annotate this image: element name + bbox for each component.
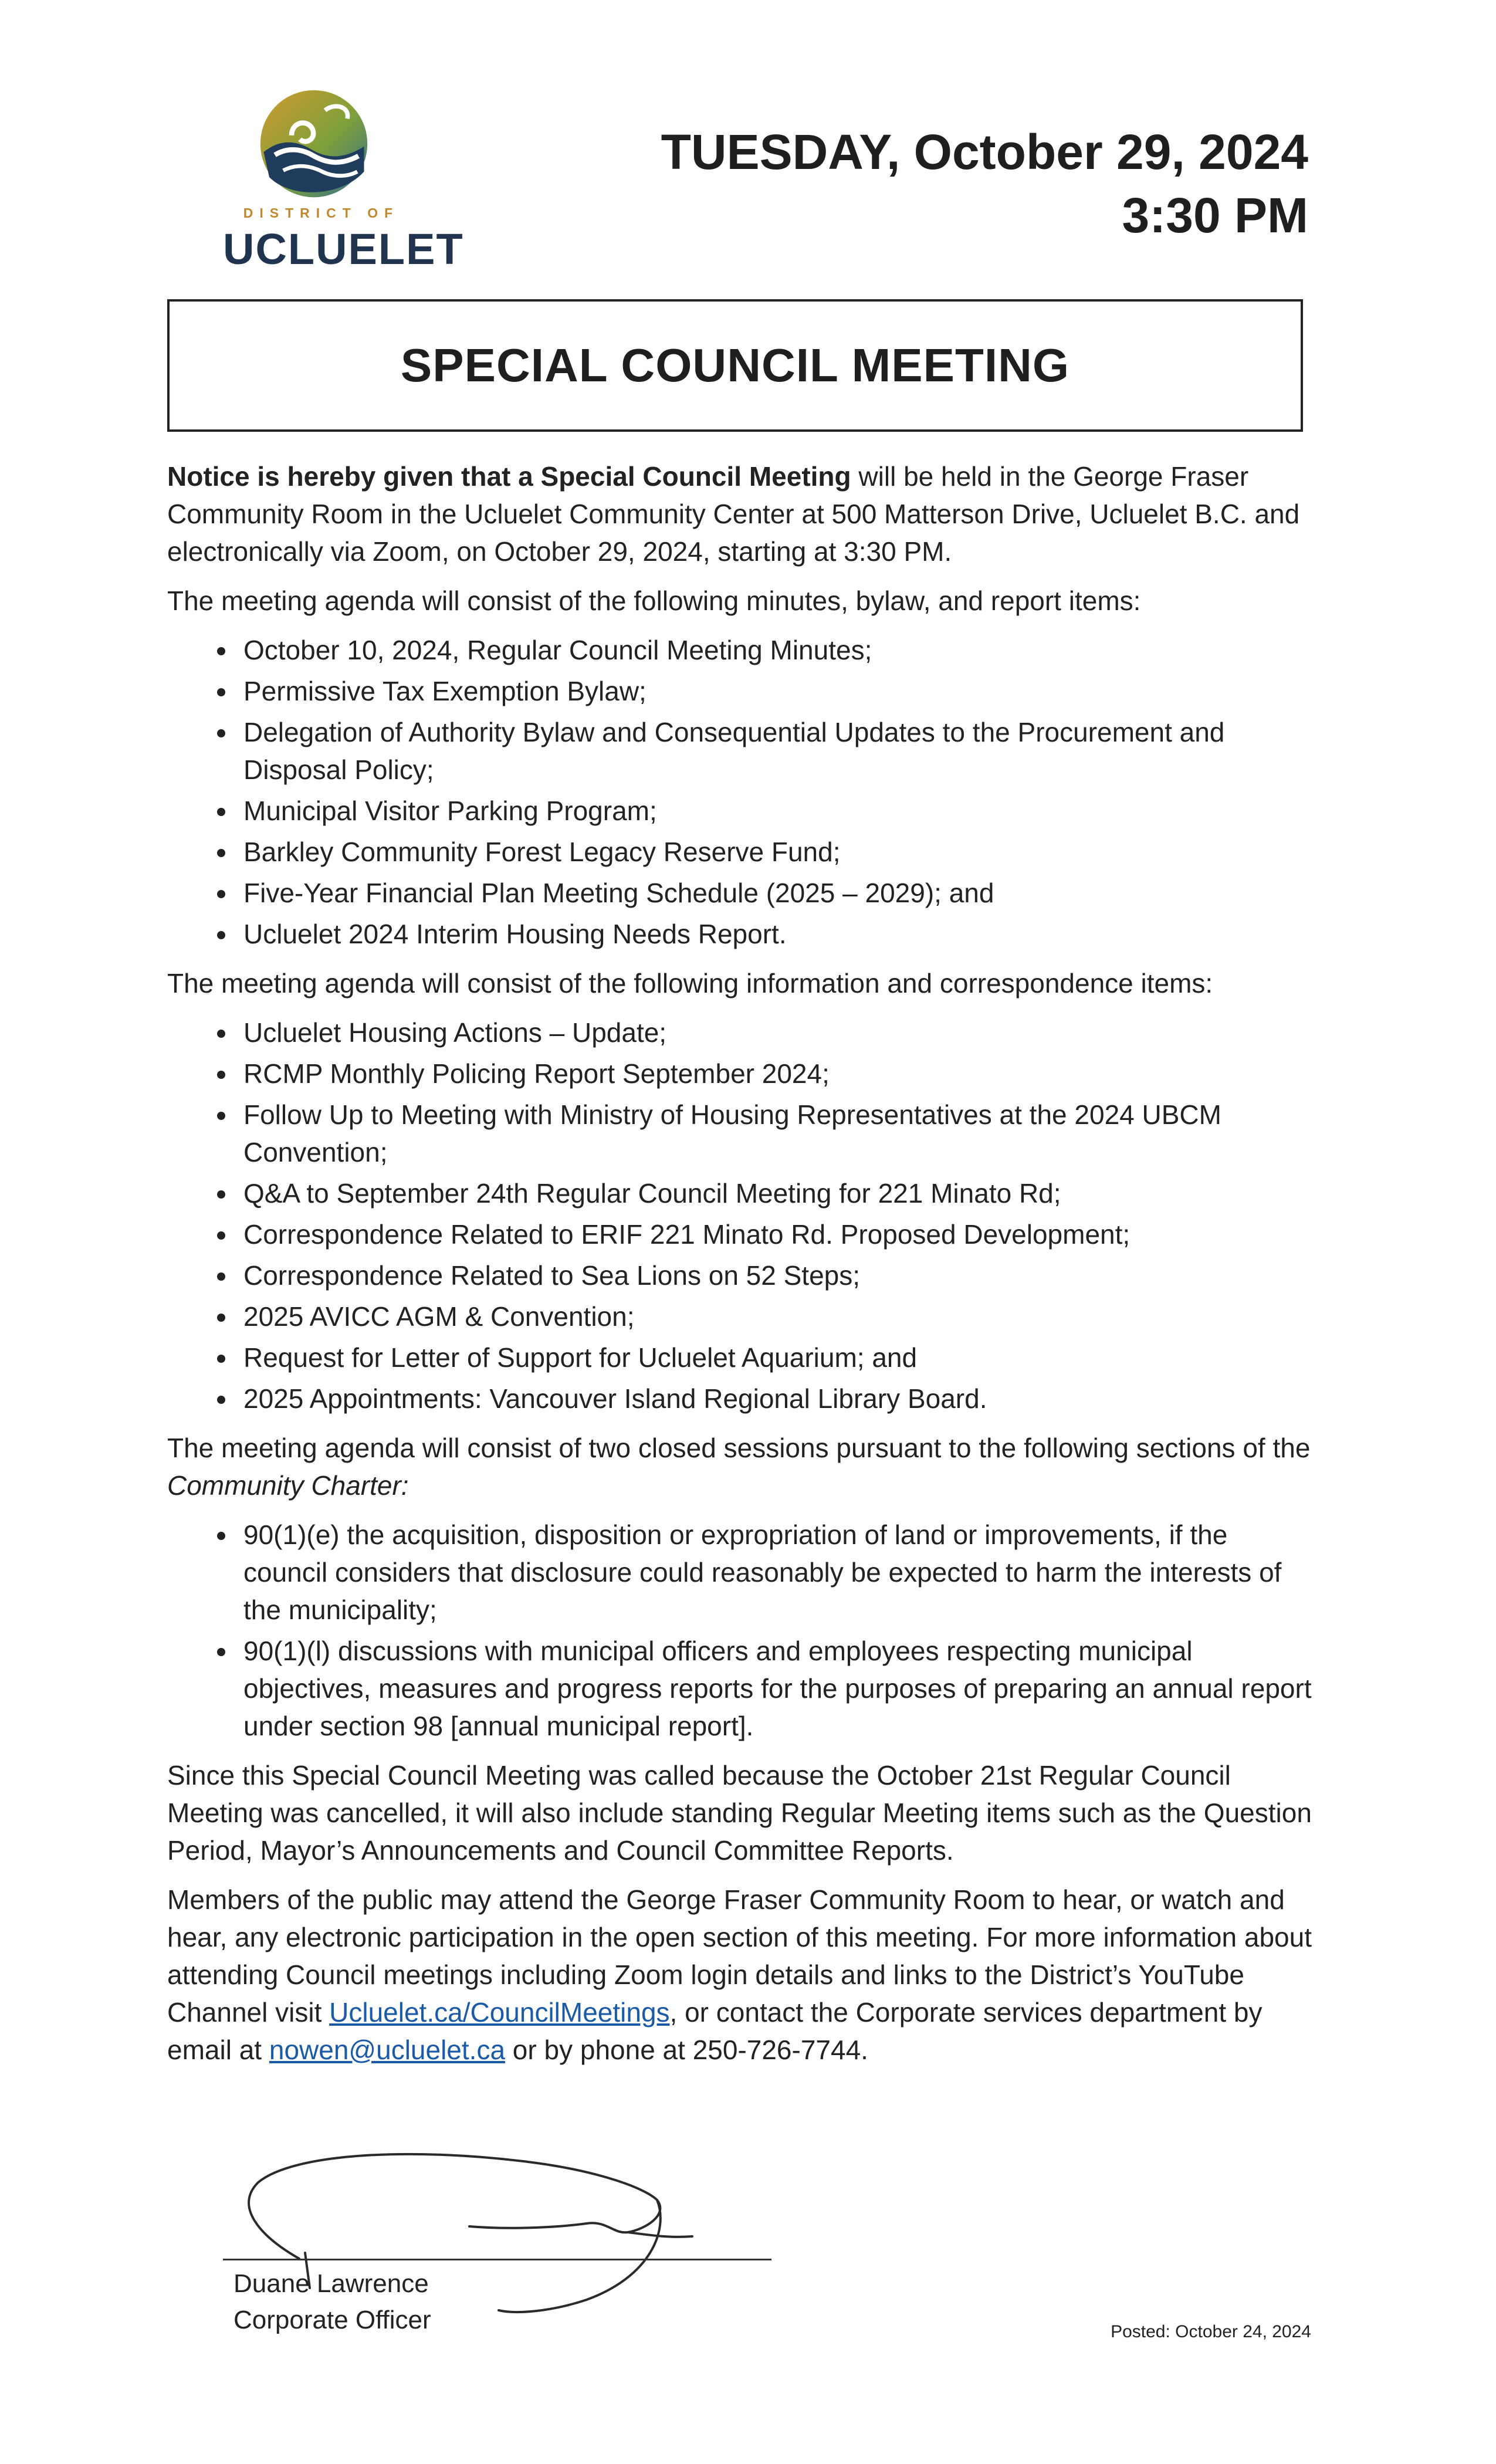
public-info: [167, 1881, 1317, 2069]
list-item: • 2025 AVICC AGM & Convention;: [238, 1298, 1317, 1335]
posted-date: Posted: October 24, 2024: [1111, 2322, 1311, 2341]
list-item: • Correspondence Related to ERIF 221 Minato Rd. Proposed Development;: [238, 1216, 1317, 1253]
list-item: • Five-Year Financial Plan Meeting Schedule (2025 – 2029); and: [238, 874, 1317, 912]
public-info-text-2: , or contact the Corporate services department by email at: [167, 1997, 1263, 2065]
page-title: SPECIAL COUNCIL MEETING: [400, 339, 1070, 391]
agenda-intro-2: The meeting agenda will consist of the following information and correspondence items:: [167, 968, 1213, 999]
special-note: Since this Special Council Meeting was called because the October 21st Regular Council Meeting was cancelled, it will also include standing Regular Meeting items such as the Question Period, Mayor’s Announcements and Council Committee Reports.: [167, 1760, 1312, 1866]
list-item: • October 10, 2024, Regular Council Meeting Minutes;: [238, 631, 1317, 669]
logo-subtitle: DISTRICT OF: [243, 205, 400, 221]
closed-intro-text: The meeting agenda will consist of two closed sessions pursuant to the following sections of the: [167, 1433, 1311, 1463]
list-item: • 90(1)(e) the acquisition, disposition or expropriation of land or improvements, if the council considers that disclosure could reasonably be expected to harm the interests of the municipality;: [238, 1516, 1317, 1629]
agenda-list-2: [167, 1014, 1317, 1417]
meeting-time: 3:30 PM: [1122, 188, 1308, 243]
list-item: • Delegation of Authority Bylaw and Consequential Updates to the Procurement and Disposal Policy;: [238, 713, 1317, 788]
district-logo: [223, 88, 464, 276]
list-item: • RCMP Monthly Policing Report September 2024;: [238, 1055, 1317, 1092]
meeting-datetime: [661, 120, 1308, 247]
list-item: • 90(1)(l) discussions with municipal officers and employees respecting municipal objectives, measures and progress reports for the purposes of preparing an annual report under section 98 [annual municipal report].: [238, 1632, 1317, 1745]
signatory: [233, 2266, 431, 2338]
title-box: [167, 299, 1303, 432]
closed-session-list: [167, 1516, 1317, 1745]
agenda-intro-1: The meeting agenda will consist of the following minutes, bylaw, and report items:: [167, 585, 1141, 616]
list-item: • Municipal Visitor Parking Program;: [238, 792, 1317, 830]
community-charter-ref: Community Charter:: [167, 1470, 409, 1501]
ucluelet-logo-icon: [258, 88, 370, 199]
signatory-role: Corporate Officer: [233, 2306, 431, 2334]
notice-body: [167, 458, 1317, 2080]
agenda-list-1: [167, 631, 1317, 953]
list-item: • Ucluelet 2024 Interim Housing Needs Report.: [238, 915, 1317, 953]
notice-text: will be held in the George Fraser Community Room in the Ucluelet Community Center at 500 Matterson Drive, Ucluelet B.C. and electronically via Zoom, on October 29, 2024, starting at 3:30 PM.: [167, 461, 1300, 567]
notice-lead: Notice is hereby given that a Special Council Meeting: [167, 461, 851, 492]
closed-session-intro: [167, 1429, 1317, 1504]
signature-line: [223, 2259, 771, 2260]
list-item: • 2025 Appointments: Vancouver Island Regional Library Board.: [238, 1380, 1317, 1417]
notice-paragraph: [167, 458, 1317, 570]
logo-name: UCLUELET: [223, 225, 464, 273]
list-item: • Permissive Tax Exemption Bylaw;: [238, 672, 1317, 710]
list-item: • Q&A to September 24th Regular Council Meeting for 221 Minato Rd;: [238, 1175, 1317, 1212]
list-item: • Follow Up to Meeting with Ministry of Housing Representatives at the 2024 UBCM Convention;: [238, 1096, 1317, 1171]
email-link[interactable]: nowen@ucluelet.ca: [269, 2035, 506, 2065]
list-item: • Request for Letter of Support for Ucluelet Aquarium; and: [238, 1339, 1317, 1376]
list-item: • Barkley Community Forest Legacy Reserve Fund;: [238, 833, 1317, 871]
meeting-date: TUESDAY, October 29, 2024: [661, 124, 1308, 180]
council-meetings-link[interactable]: Ucluelet.ca/CouncilMeetings: [329, 1997, 670, 2028]
list-item: • Ucluelet Housing Actions – Update;: [238, 1014, 1317, 1051]
signatory-name: Duane Lawrence: [233, 2269, 429, 2298]
signature-block: [223, 2112, 786, 2347]
public-info-text-1: Members of the public may attend the George Fraser Community Room to hear, or watch and hear, any electronic participation in the open section of this meeting. For more information about attending Council meetings including Zoom login details and links to the District’s YouTube Channel visit: [167, 1884, 1312, 2028]
list-item: • Correspondence Related to Sea Lions on 52 Steps;: [238, 1257, 1317, 1294]
public-info-text-3: or by phone at 250-726-7744.: [505, 2035, 868, 2065]
